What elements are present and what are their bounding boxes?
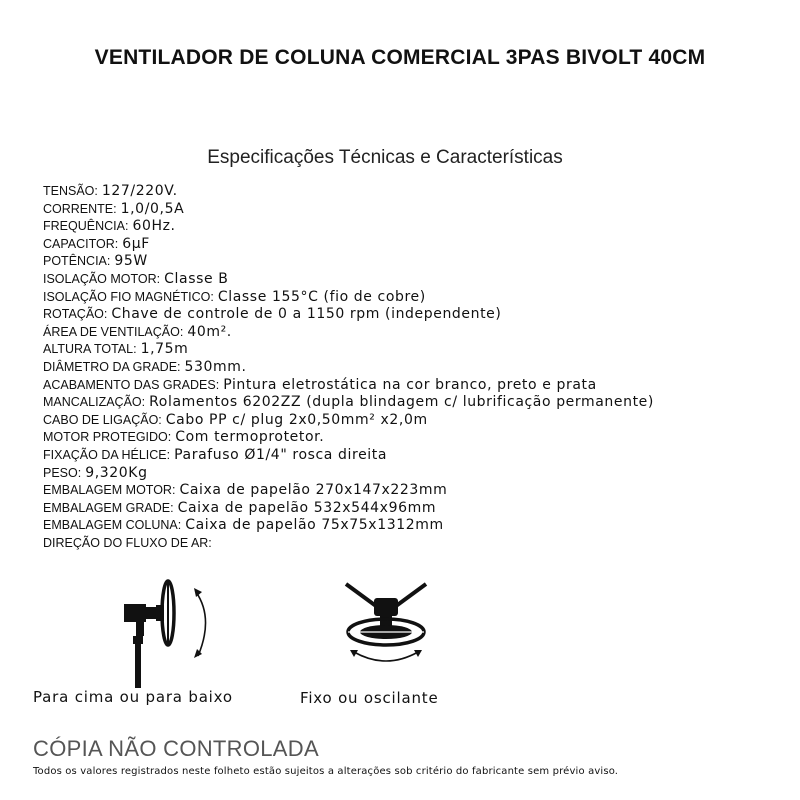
- spec-value: Com termoprotetor.: [175, 429, 325, 446]
- spec-value: 127/220V.: [101, 183, 178, 199]
- spec-label: FIXAÇÃO DA HÉLICE:: [43, 447, 171, 462]
- spec-value: Cabo PP c/ plug 2x0,50mm² x2,0m: [165, 411, 428, 428]
- spec-label: ISOLAÇÃO MOTOR:: [43, 271, 161, 286]
- spec-value: Caixa de papelão 270x147x223mm: [179, 482, 448, 499]
- spec-row-potencia: [43, 252, 783, 270]
- spec-row-tensao: [43, 182, 783, 200]
- spec-value: 530mm.: [184, 358, 247, 375]
- spec-value: 60Hz.: [132, 218, 176, 235]
- spec-value: Parafuso Ø1/4" rosca direita: [174, 446, 388, 463]
- spec-row-cabo-ligacao: [43, 411, 783, 429]
- spec-value: 1,0/0,5A: [120, 200, 185, 217]
- spec-label: DIREÇÃO DO FLUXO DE AR:: [43, 535, 212, 550]
- spec-row-frequencia: [43, 217, 783, 235]
- spec-value: Classe B: [164, 270, 229, 287]
- spec-value: 95W: [114, 253, 148, 270]
- spec-row-area-ventilacao: [43, 323, 783, 341]
- spec-label: EMBALAGEM GRADE:: [43, 500, 174, 515]
- oscillate-caption: Fixo ou oscilante: [300, 689, 439, 707]
- spec-label: ROTAÇÃO:: [43, 307, 108, 322]
- footer-disclaimer: Todos os valores registrados neste folheto estão sujeitos a alterações sob critério do fabricante sem prévio aviso.: [33, 766, 619, 777]
- spec-label: EMBALAGEM MOTOR:: [43, 483, 176, 498]
- spec-label: MOTOR PROTEGIDO:: [43, 430, 172, 445]
- spec-row-isolacao-fio: [43, 288, 783, 306]
- fan-oscillate-icon: [336, 580, 436, 670]
- document-subtitle: Especificações Técnicas e Características: [207, 147, 563, 168]
- spec-row-embalagem-grade: [43, 499, 783, 517]
- uncontrolled-copy-stamp: CÓPIA NÃO CONTROLADA: [33, 736, 319, 761]
- spec-row-embalagem-motor: [43, 481, 783, 499]
- fan-tilt-icon: [110, 578, 230, 688]
- tilt-caption: Para cima ou para baixo: [33, 688, 233, 706]
- spec-value: 9,320Kg: [85, 464, 148, 481]
- spec-label: EMBALAGEM COLUNA:: [43, 518, 182, 533]
- spec-label: CABO DE LIGAÇÃO:: [43, 412, 162, 427]
- spec-label: CAPACITOR:: [43, 236, 119, 251]
- spec-value: Pintura eletrostática na cor branco, preto e prata: [223, 376, 597, 393]
- spec-value: Caixa de papelão 532x544x96mm: [177, 499, 437, 516]
- spec-label: ALTURA TOTAL:: [43, 342, 137, 357]
- spec-list: [43, 182, 783, 551]
- spec-row-acabamento-grades: [43, 376, 783, 394]
- spec-row-rotacao: [43, 305, 783, 323]
- spec-row-motor-protegido: [43, 428, 783, 446]
- spec-label: MANCALIZAÇÃO:: [43, 395, 146, 410]
- spec-label: DIÂMETRO DA GRADE:: [43, 359, 181, 374]
- spec-value: Chave de controle de 0 a 1150 rpm (independente): [111, 306, 502, 323]
- spec-label: ÁREA DE VENTILAÇÃO:: [43, 324, 184, 339]
- spec-row-capacitor: [43, 235, 783, 253]
- spec-row-altura-total: [43, 340, 783, 358]
- spec-label: FREQUÊNCIA:: [43, 219, 129, 234]
- spec-label: ACABAMENTO DAS GRADES:: [43, 377, 220, 392]
- spec-label: CORRENTE:: [43, 201, 117, 216]
- spec-value: 40m².: [187, 323, 232, 340]
- spec-label: TENSÃO:: [43, 184, 98, 198]
- spec-row-corrente: [43, 200, 783, 218]
- spec-value: Classe 155°C (fio de cobre): [217, 288, 426, 305]
- spec-row-mancalizacao: [43, 393, 783, 411]
- spec-row-embalagem-coluna: [43, 516, 783, 534]
- spec-label: ISOLAÇÃO FIO MAGNÉTICO:: [43, 289, 214, 304]
- spec-label: PESO:: [43, 465, 82, 480]
- spec-row-isolacao-motor: [43, 270, 783, 288]
- document-title: VENTILADOR DE COLUNA COMERCIAL 3PAS BIVOLT 40CM: [94, 46, 706, 69]
- spec-value: 1,75m: [140, 341, 189, 358]
- spec-label: POTÊNCIA:: [43, 254, 111, 269]
- spec-value: 6µF: [122, 235, 150, 252]
- spec-value: Rolamentos 6202ZZ (dupla blindagem c/ lubrificação permanente): [149, 394, 654, 411]
- spec-row-direcao-fluxo: [43, 534, 783, 552]
- spec-row-peso: [43, 464, 783, 482]
- spec-value: Caixa de papelão 75x75x1312mm: [185, 517, 444, 534]
- spec-row-fixacao-helice: [43, 446, 783, 464]
- spec-row-diametro-grade: [43, 358, 783, 376]
